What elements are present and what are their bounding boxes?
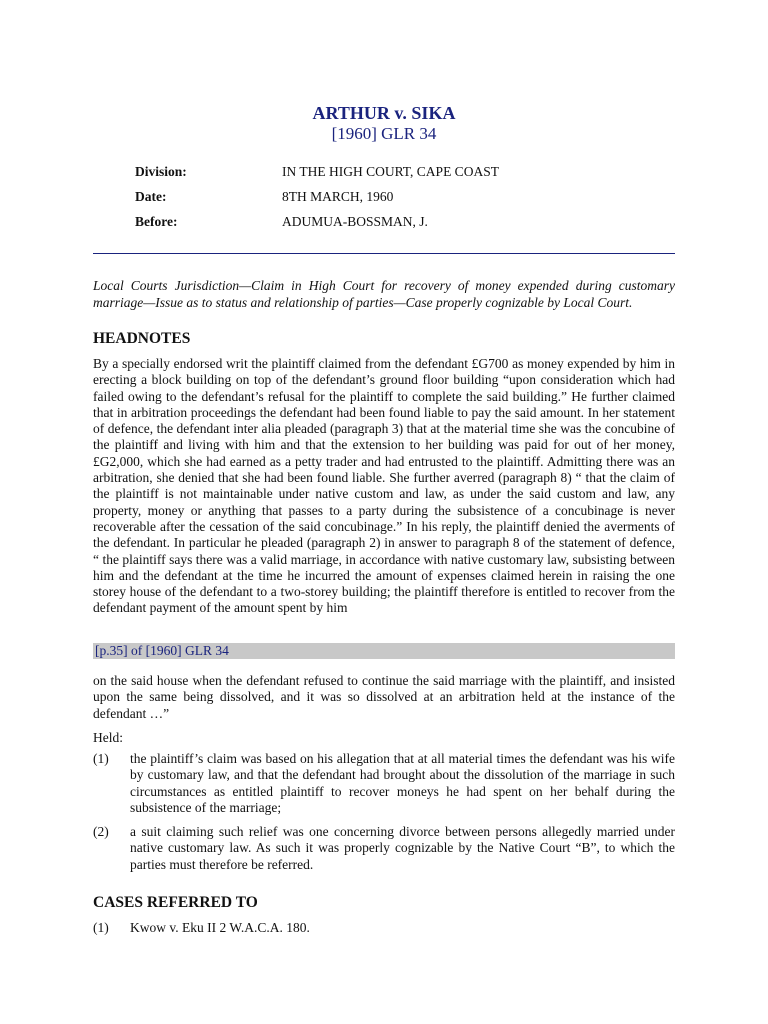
case-citation: [1960] GLR 34 <box>331 124 437 143</box>
meta-value: ADUMUA-BOSSMAN, J. <box>282 213 428 229</box>
headnotes-heading: HEADNOTES <box>93 330 191 347</box>
meta-row-division <box>135 159 675 184</box>
held-item <box>93 751 675 816</box>
headnote-paragraph-continued: on the said house when the defendant refused to continue the said marriage with the plaintiff, and insisted upon the same being dissolved, and it was so dissolved at an arbitration held at the instance of the defendant …” <box>93 673 675 721</box>
held-item-text: the plaintiff’s claim was based on his allegation that at all material times the defendant was his wife by customary law, and that the defendant had brought about the dissolution of the marriage in such circumstances as entitled plaintiff to recover moneys he had spent on her behalf during the subsistence of the marriage; <box>130 751 675 815</box>
case-summary: Local Courts Jurisdiction—Claim in High Court for recovery of money expended during customary marriage—Issue as to status and relationship of parties—Case properly cognizable by Local Court. <box>93 278 675 310</box>
meta-label: Division: <box>135 163 187 179</box>
meta-value: IN THE HIGH COURT, CAPE COAST <box>282 163 499 179</box>
case-reference-text: Kwow v. Eku II 2 W.A.C.A. 180. <box>130 920 310 935</box>
meta-row-before <box>135 209 675 234</box>
case-metadata <box>135 159 675 234</box>
cases-referred-heading: CASES REFERRED TO <box>93 894 258 911</box>
meta-row-date <box>135 184 675 209</box>
held-item-text: a suit claiming such relief was one concerning divorce between persons allegedly married under native customary law. As such it was properly cognizable by the Native Court “B”, to which the parties must therefore be referred. <box>130 824 675 872</box>
header-divider <box>93 253 675 254</box>
case-reference-number: (1) <box>93 920 109 935</box>
meta-label: Before: <box>135 213 178 229</box>
held-label: Held: <box>93 730 123 745</box>
held-item-number: (1) <box>93 751 109 766</box>
headnote-paragraph: By a specially endorsed writ the plaintiff claimed from the defendant £G700 as money expended by him in erecting a block building on top of the defendant’s ground floor building “upon consideration which had failed owing to the defendant’s refusal for the plaintiff to complete the said building.” He further claimed that in arbitration proceedings the defendant had been found liable to pay the said amount. In her statement of defence, the defendant inter alia pleaded (paragraph 3) that at the material time she was the concubine of the plaintiff and living with him and that the extension to her building was paid for out of her money, £G2,000, which she had earned as a petty trader and had entrusted to the plaintiff. Admitting there was an arbitration, she denied that she had been found liable. She further averred (paragraph 8) “ that the claim of the plaintiff is not maintainable under native custom and law, as under the said custom and law, any property, money or anything that passes to a party during the subsistence of a concubinage is never recoverable after the cessation of the said concubinage.” In his reply, the plaintiff denied the averments of the defendant. In particular he pleaded (paragraph 2) in answer to paragraph 8 of the statement of defence, “ the plaintiff says there was a valid marriage, in accordance with native customary law, subsisting between him and the defendant at the time he incurred the amount of expenses claimed herein in raising the one storey house of the defendant to a two-storey building; the plaintiff therefore is entitled to recover from the defendant payment of the amount spent by him <box>93 356 675 616</box>
held-item-number: (2) <box>93 824 109 839</box>
meta-value: 8TH MARCH, 1960 <box>282 188 394 204</box>
case-reference-item <box>93 920 675 936</box>
case-title: ARTHUR v. SIKA <box>312 103 456 123</box>
meta-label: Date: <box>135 188 167 204</box>
held-item <box>93 824 675 873</box>
page-marker-link[interactable]: [p.35] of [1960] GLR 34 <box>93 643 675 659</box>
